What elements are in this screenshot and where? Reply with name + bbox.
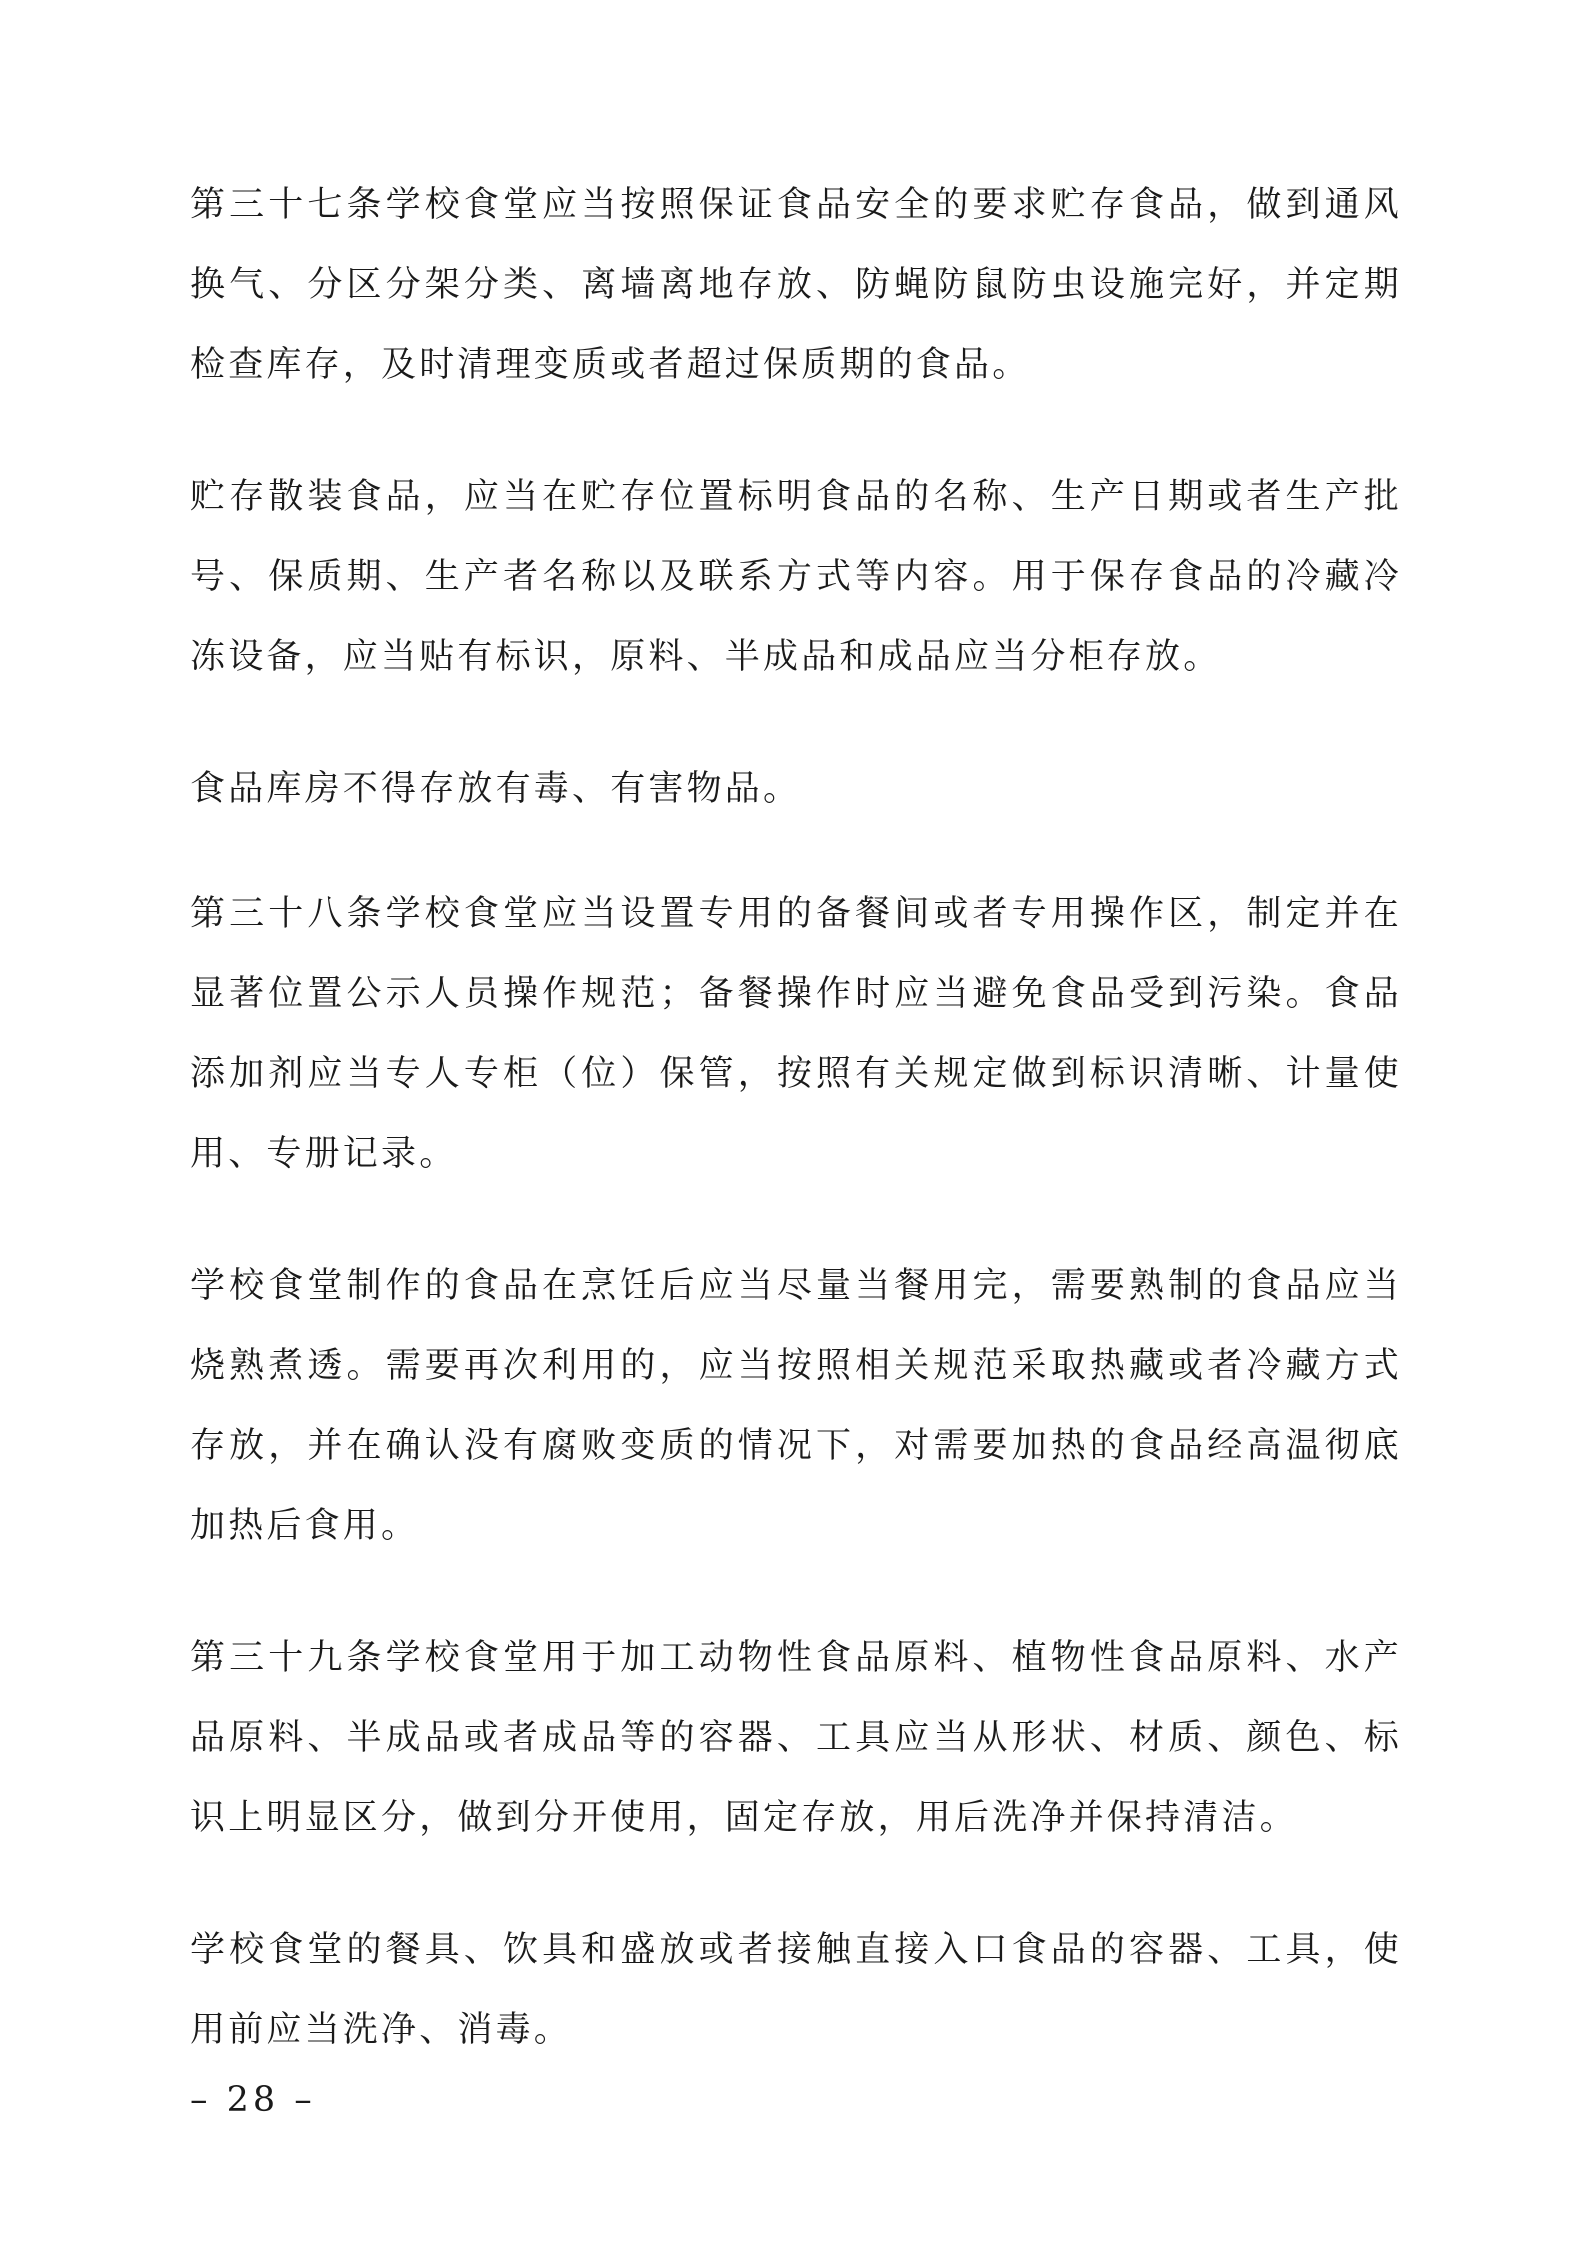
page-number: – 28 – [190,2080,316,2120]
article-39-paragraph: 第三十九条学校食堂用于加工动物性食品原料、植物性食品原料、水产品原料、半成品或者成品等的容器、工具应当从形状、材质、颜色、标识上明显区分，做到分开使用，固定存放，用后洗净并保持清洁。 [190,1638,1402,1838]
article-38-paragraph: 第三十八条学校食堂应当设置专用的备餐间或者专用操作区，制定并在显著位置公示人员操作规范；备餐操作时应当避免食品受到污染。食品添加剂应当专人专柜（位）保管，按照有关规定做到标识清晰、计量使用、专册记录。 [190,894,1402,1174]
bulk-food-storage-paragraph: 贮存散装食品，应当在贮存位置标明食品的名称、生产日期或者生产批号、保质期、生产者名称以及联系方式等内容。用于保存食品的冷藏冷冻设备，应当贴有标识，原料、半成品和成品应当分柜存放。 [190,477,1402,677]
tableware-disinfection-paragraph: 学校食堂的餐具、饮具和盛放或者接触直接入口食品的容器、工具，使用前应当洗净、消毒。 [190,1930,1402,2050]
cooked-food-paragraph: 学校食堂制作的食品在烹饪后应当尽量当餐用完，需要熟制的食品应当烧熟煮透。需要再次利用的，应当按照相关规范采取热藏或者冷藏方式存放，并在确认没有腐败变质的情况下，对需要加热的食品经高温彻底加热后食用。 [190,1266,1402,1546]
document-body [190,165,1402,2122]
warehouse-prohibition-paragraph: 食品库房不得存放有毒、有害物品。 [190,769,802,809]
article-37-paragraph: 第三十七条学校食堂应当按照保证食品安全的要求贮存食品，做到通风换气、分区分架分类、离墙离地存放、防蝇防鼠防虫设施完好，并定期检查库存，及时清理变质或者超过保质期的食品。 [190,185,1402,385]
